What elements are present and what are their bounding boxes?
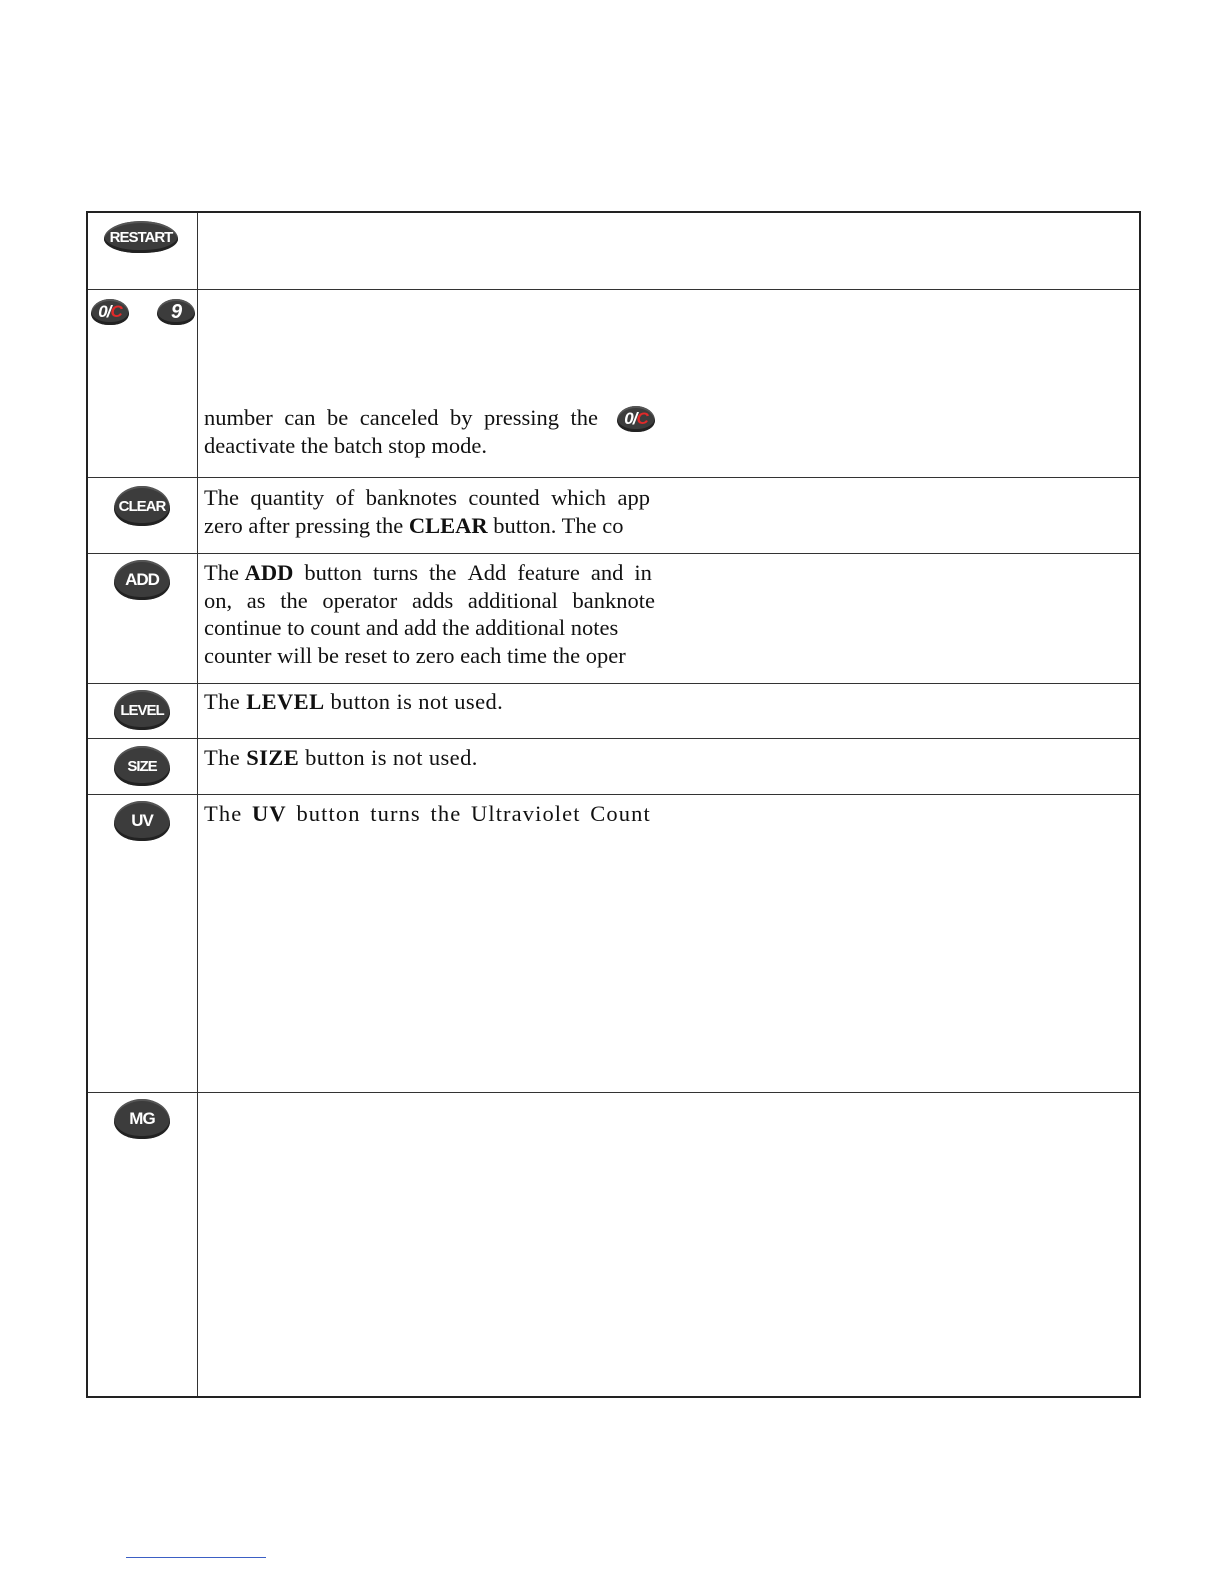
restart-key-icon: RESTART: [104, 221, 178, 253]
mg-key-icon: MG: [114, 1099, 170, 1139]
clear-key-icon: CLEAR: [114, 486, 170, 526]
add-description: The ADD button turns the Add feature and in on, as the operator adds additional banknote continue to count and add the additional notes counter will be reset to zero each time the oper: [204, 560, 655, 668]
level-key-icon: LEVEL: [114, 690, 170, 730]
table-row-clear: [88, 477, 1139, 553]
table-row-restart: [88, 213, 1139, 289]
table-row-uv: [88, 794, 1139, 1092]
clear-description: The quantity of banknotes counted which app zero after pressing the CLEAR button. The co: [204, 485, 650, 538]
add-key-icon: ADD: [114, 560, 170, 600]
table-row-mg: [88, 1092, 1139, 1398]
table-row-add: [88, 553, 1139, 683]
table-row-numeric-keys: [88, 289, 1139, 477]
button-reference-table: [86, 211, 1141, 1398]
table-row-level: [88, 683, 1139, 738]
table-row-size: [88, 738, 1139, 794]
zero-clear-key-icon: 0/C: [91, 299, 129, 325]
batch-cancel-text: number can be canceled by pressing the deactivate the batch stop mode.: [204, 405, 598, 458]
inline-zero-clear-key-icon: 0/C: [617, 406, 655, 432]
footer-underline: [126, 1557, 266, 1558]
level-description: The LEVEL button is not used.: [204, 689, 504, 714]
nine-key-icon: 9: [157, 299, 195, 325]
size-key-icon: SIZE: [114, 746, 170, 786]
uv-key-icon: UV: [114, 801, 170, 841]
size-description: The SIZE button is not used.: [204, 745, 478, 770]
uv-description: The UV button turns the Ultraviolet Count: [204, 801, 651, 826]
